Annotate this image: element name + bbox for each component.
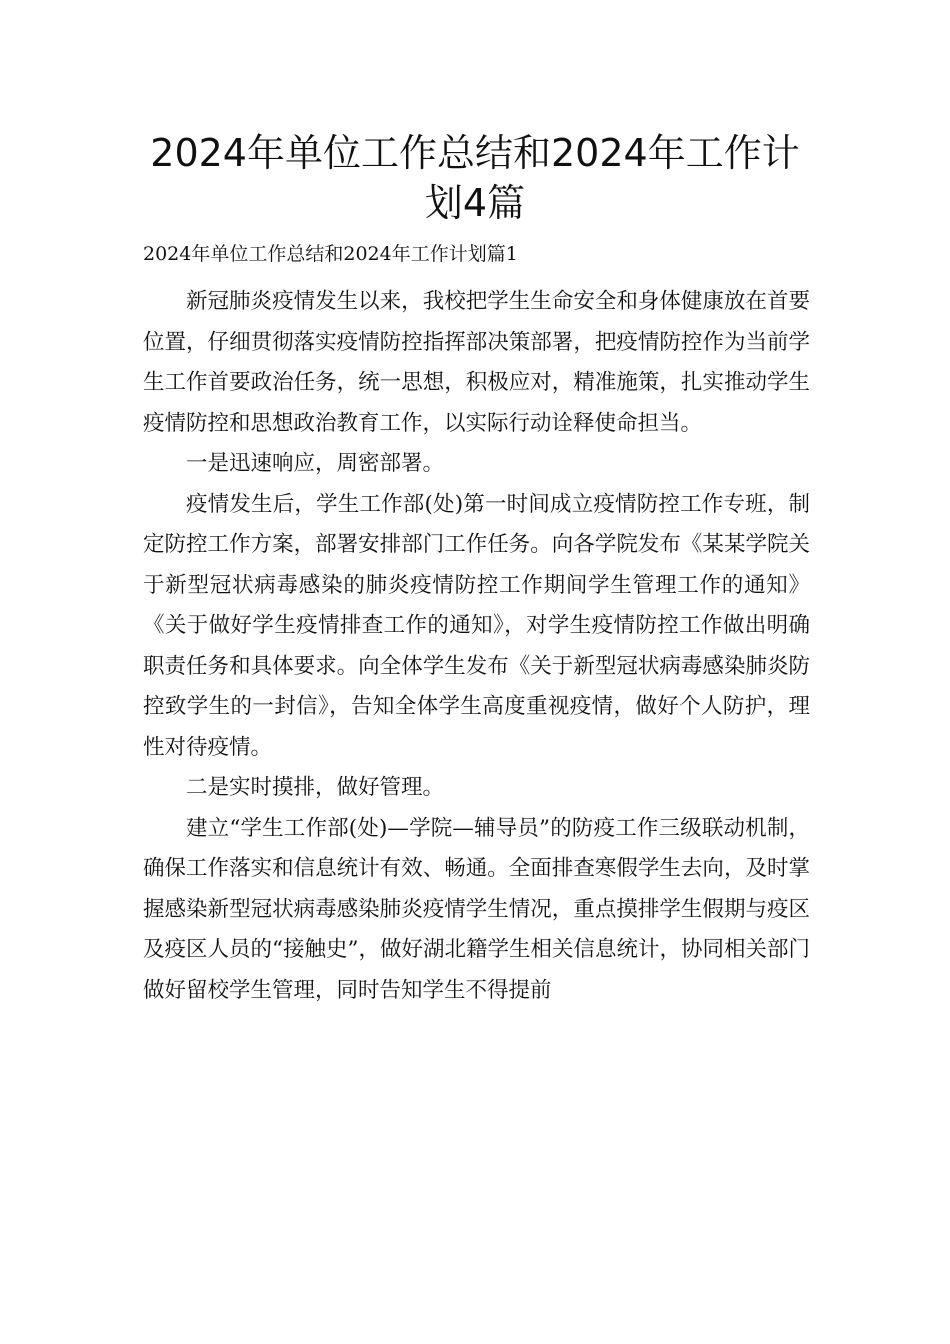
section-heading: 2024年单位工作总结和2024年工作计划篇1 <box>143 243 518 265</box>
title-line-1: 2024年单位工作总结和2024年工作计 <box>150 131 800 175</box>
paragraph-intro: 新冠肺炎疫情发生以来，我校把学生生命安全和身体健康放在首要位置，仔细贯彻落实疫情防控指挥部决策部署，把疫情防控作为当前学生工作首要政治任务，统一思想，积极应对，精准施策，扎实推动学生疫情防控和思想政治教育工作，以实际行动诠释使命担当。 <box>143 289 810 436</box>
document-body <box>143 282 810 1011</box>
paragraph-point-2-body: 建立“学生工作部(处)—学院—辅导员”的防疫工作三级联动机制，确保工作落实和信息统计有效、畅通。全面排查寒假学生去向，及时掌握感染新型冠状病毒感染肺炎疫情学生情况，重点摸排学生假期与疫区及疫区人员的“接触史”，做好湖北籍学生相关信息统计，协同相关部门做好留校学生管理，同时告知学生不得提前 <box>143 815 810 1003</box>
document-title <box>100 128 850 228</box>
paragraph-point-1-body: 疫情发生后，学生工作部(处)第一时间成立疫情防控工作专班，制定防控工作方案，部署安排部门工作任务。向各学院发布《某某学院关于新型冠状病毒感染的肺炎疫情防控工作期间学生管理工作的通知》《关于做好学生疫情排查工作的通知》，对学生疫情防控工作做出明确职责任务和具体要求。向全体学生发布《关于新型冠状病毒感染肺炎防控致学生的一封信》，告知全体学生高度重视疫情，做好个人防护，理性对待疫情。 <box>143 491 810 760</box>
title-line-2: 划4篇 <box>424 181 526 225</box>
paragraph-point-1-heading: 一是迅速响应，周密部署。 <box>186 451 445 476</box>
paragraph-point-2-heading: 二是实时摸排，做好管理。 <box>186 775 445 800</box>
